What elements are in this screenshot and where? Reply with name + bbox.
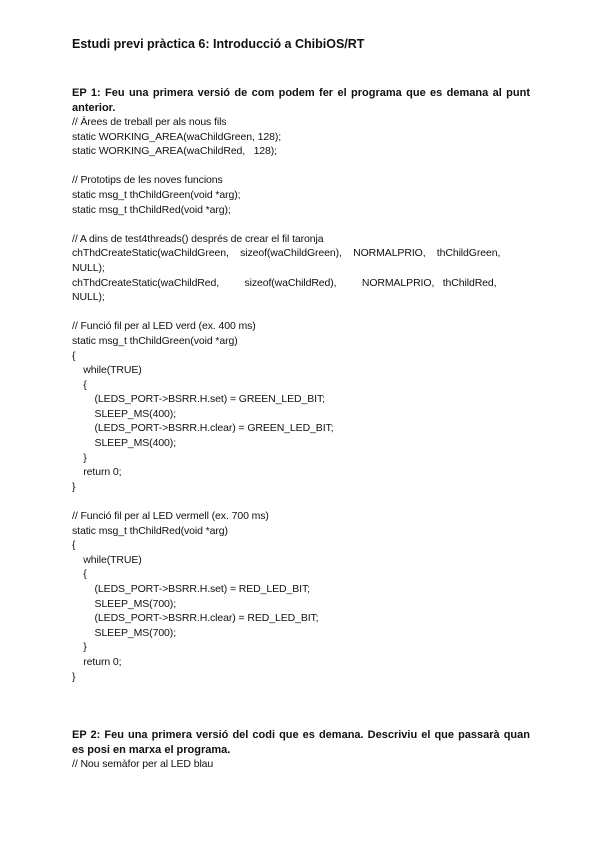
- code-line: return 0;: [72, 466, 122, 479]
- ep1-code-block: [72, 115, 530, 684]
- ep2-code-block: [72, 757, 530, 772]
- code-line: SLEEP_MS(700);: [72, 597, 177, 610]
- code-line: while(TRUE): [72, 553, 142, 566]
- code-line: NULL);: [72, 291, 105, 304]
- blank-line: [72, 217, 530, 232]
- code-line: SLEEP_MS(400);: [72, 437, 177, 450]
- blank-line: [72, 305, 530, 320]
- code-line: while(TRUE): [72, 364, 142, 377]
- code-line: (LEDS_PORT->BSRR.H.clear) = GREEN_LED_BIT;: [72, 422, 334, 435]
- code-line: (LEDS_PORT->BSRR.H.clear) = RED_LED_BIT;: [72, 612, 319, 625]
- code-line: (LEDS_PORT->BSRR.H.set) = RED_LED_BIT;: [72, 583, 310, 595]
- code-line: NULL);: [72, 261, 105, 274]
- code-line: // Nou semàfor per al LED blau: [72, 758, 214, 771]
- code-line: SLEEP_MS(700);: [72, 626, 177, 639]
- code-line: SLEEP_MS(400);: [72, 407, 177, 420]
- code-line: chThdCreateStatic(waChildRed, sizeof(waChildRed), NORMALPRIO, thChildRed,: [72, 276, 497, 289]
- code-line: {: [72, 539, 76, 552]
- code-line: // Prototips de les noves funcions: [72, 174, 223, 187]
- code-line: {: [72, 568, 87, 581]
- code-line: {: [72, 378, 87, 391]
- code-line: static WORKING_AREA(waChildRed, 128);: [72, 145, 277, 158]
- ep1-section: [72, 86, 530, 684]
- ep2-section: [72, 728, 530, 772]
- code-line: static msg_t thChildGreen(void *arg): [72, 334, 238, 347]
- ep1-heading: EP 1: Feu una primera versió de com podem fer el programa que es demana al punt anterior.: [72, 87, 530, 114]
- code-line: }: [72, 480, 76, 493]
- code-line: return 0;: [72, 655, 122, 668]
- code-line: {: [72, 349, 76, 362]
- code-line: // A dins de test4threads() després de crear el fil taronja: [72, 232, 324, 245]
- code-line: static WORKING_AREA(waChildGreen, 128);: [72, 130, 282, 143]
- ep2-heading: EP 2: Feu una primera versió del codi que es demana. Descriviu el que passarà quan es posi en marxa el programa.: [72, 729, 530, 756]
- code-line: // Àrees de treball per als nous fils: [72, 116, 227, 128]
- code-line: chThdCreateStatic(waChildGreen, sizeof(waChildGreen), NORMALPRIO, thChildGreen,: [72, 247, 501, 260]
- code-line: }: [72, 670, 76, 683]
- code-line: }: [72, 451, 87, 464]
- document-page: [72, 36, 530, 772]
- code-line: // Funció fil per al LED vermell (ex. 700 ms): [72, 510, 269, 523]
- code-line: static msg_t thChildGreen(void *arg);: [72, 188, 241, 201]
- code-line: }: [72, 641, 87, 654]
- code-line: static msg_t thChildRed(void *arg): [72, 524, 228, 537]
- code-line: // Funció fil per al LED verd (ex. 400 ms): [72, 320, 256, 333]
- code-line: static msg_t thChildRed(void *arg);: [72, 203, 231, 216]
- blank-line: [72, 159, 530, 174]
- blank-line: [72, 494, 530, 509]
- document-title: Estudi previ pràctica 6: Introducció a ChibiOS/RT: [72, 37, 365, 51]
- code-line: (LEDS_PORT->BSRR.H.set) = GREEN_LED_BIT;: [72, 393, 325, 406]
